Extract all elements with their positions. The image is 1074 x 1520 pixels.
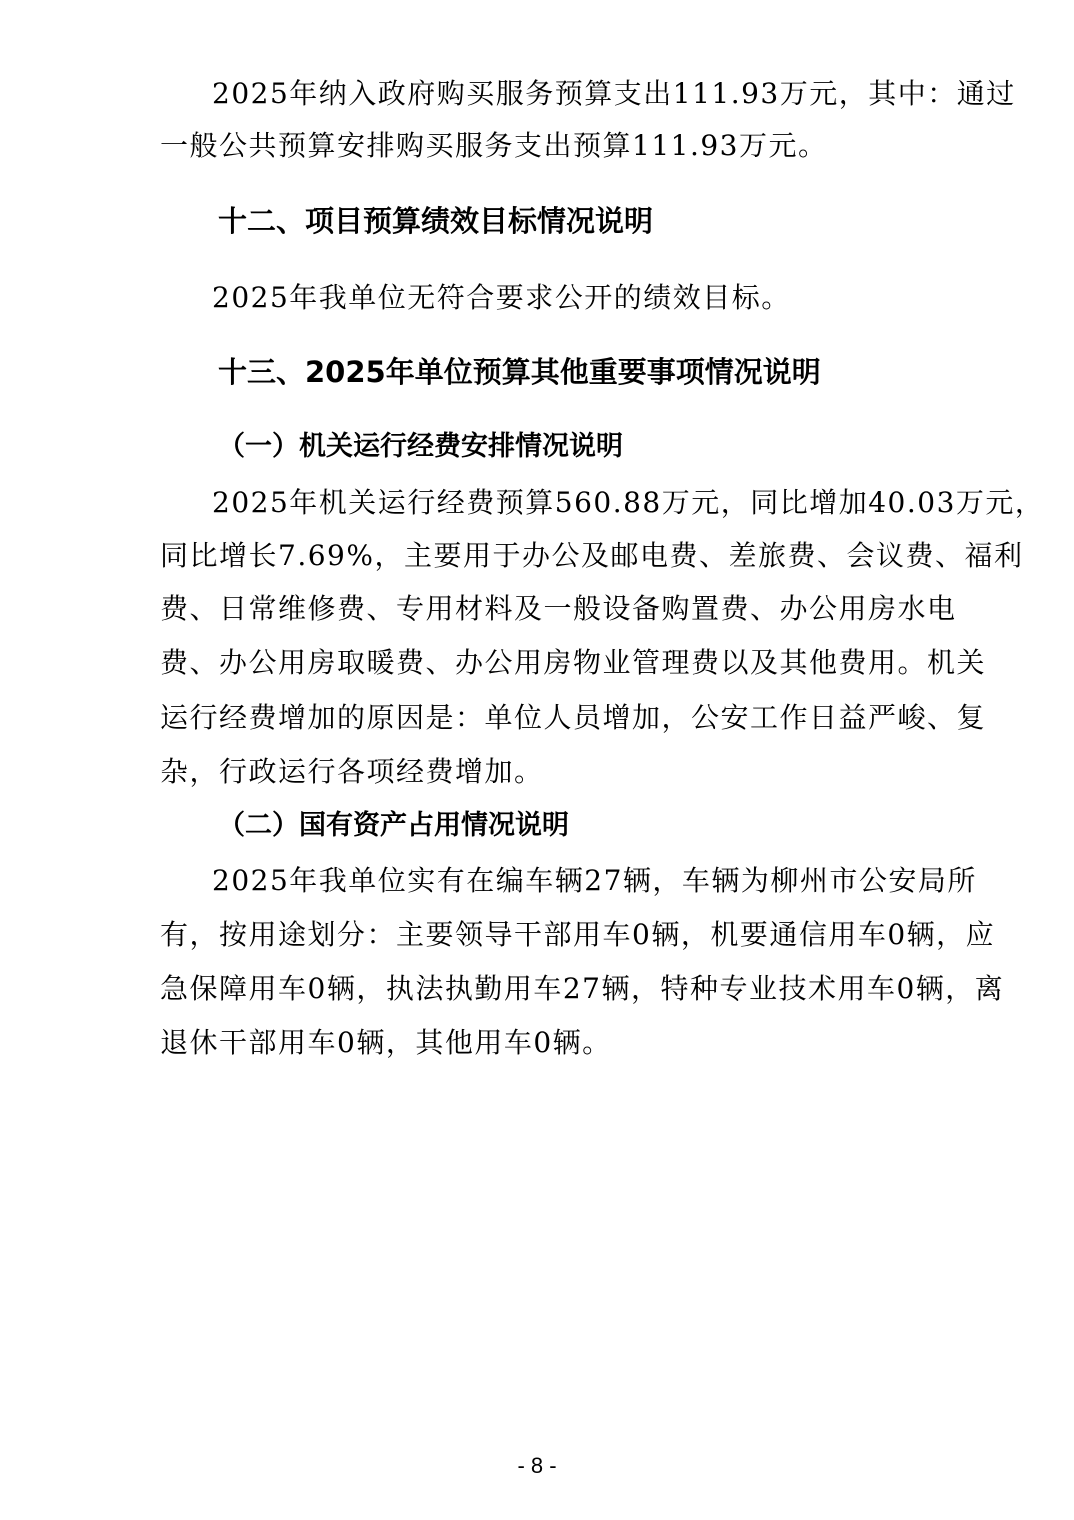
- operating-funds-line-4: 费、办公用房取暖费、办公用房物业管理费以及其他费用。机关: [160, 646, 987, 679]
- operating-funds-line-3: 费、日常维修费、专用材料及一般设备购置费、办公用房水电: [160, 592, 957, 625]
- state-assets-line-4: 退休干部用车0辆，其他用车0辆。: [160, 1026, 612, 1059]
- operating-funds-line-1: 2025年机关运行经费预算560.88万元，同比增加40.03万元，: [212, 486, 1045, 519]
- subsection-2-heading: （二）国有资产占用情况说明: [218, 810, 569, 841]
- operating-funds-line-5: 运行经费增加的原因是：单位人员增加，公安工作日益严峻、复: [160, 701, 987, 734]
- section-12-heading: 十二、项目预算绩效目标情况说明: [218, 204, 654, 238]
- state-assets-line-2: 有，按用途划分：主要领导干部用车0辆，机要通信用车0辆，应: [160, 918, 996, 951]
- section-12-body: 2025年我单位无符合要求公开的绩效目标。: [212, 281, 791, 314]
- page-number: - 8 -: [517, 1453, 557, 1478]
- subsection-1-heading: （一）机关运行经费安排情况说明: [218, 431, 623, 462]
- state-assets-line-3: 急保障用车0辆，执法执勤用车27辆，特种专业技术用车0辆，离: [160, 972, 1005, 1005]
- operating-funds-line-6: 杂，行政运行各项经费增加。: [160, 755, 544, 788]
- state-assets-line-1: 2025年我单位实有在编车辆27辆，车辆为柳州市公安局所: [212, 864, 977, 897]
- purchase-services-line-1: 2025年纳入政府购买服务预算支出111.93万元，其中：通过: [212, 77, 1016, 110]
- purchase-services-line-2: 一般公共预算安排购买服务支出预算111.93万元。: [160, 129, 828, 162]
- operating-funds-line-2: 同比增长7.69%，主要用于办公及邮电费、差旅费、会议费、福利: [160, 539, 1024, 572]
- section-13-heading: 十三、2025年单位预算其他重要事项情况说明: [218, 355, 821, 389]
